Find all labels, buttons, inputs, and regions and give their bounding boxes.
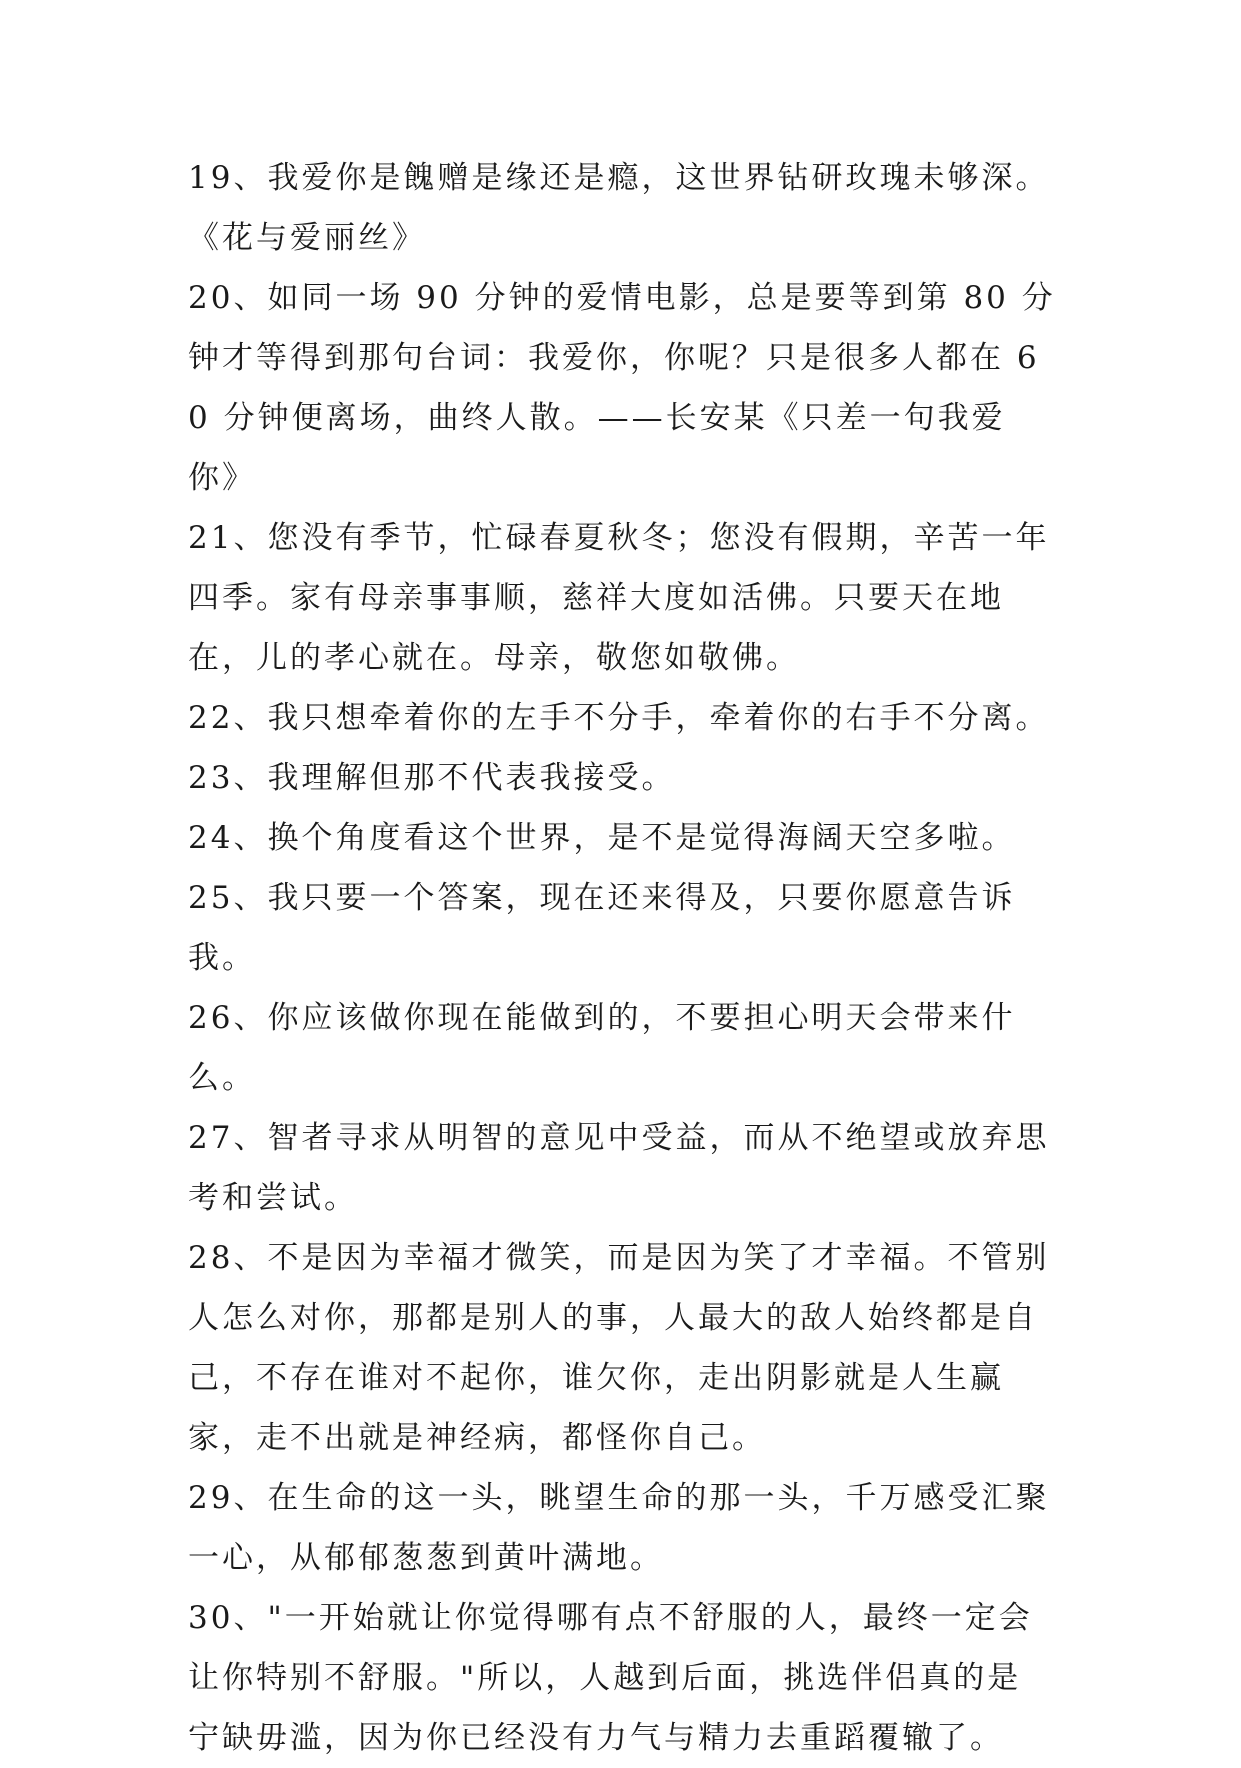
- quote-paragraph-29: 29、在生命的这一头，眺望生命的那一头，千万感受汇聚一心，从郁郁葱葱到黄叶满地。: [188, 1480, 1050, 1576]
- quote-paragraph-25: 25、我只要一个答案，现在还来得及，只要你愿意告诉我。: [188, 880, 1016, 976]
- quote-paragraph-21: 21、您没有季节，忙碌春夏秋冬；您没有假期，辛苦一年四季。家有母亲事事顺，慈祥大度如活佛。只要天在地在，儿的孝心就在。母亲，敬您如敬佛。: [188, 520, 1050, 676]
- quote-paragraph-27: 27、智者寻求从明智的意见中受益，而从不绝望或放弃思考和尝试。: [188, 1120, 1050, 1216]
- quote-paragraph-24: 24、换个角度看这个世界，是不是觉得海阔天空多啦。: [188, 820, 1016, 856]
- quote-paragraph-30: 30、"一开始就让你觉得哪有点不舒服的人，最终一定会让你特别不舒服。"所以，人越到后面，挑选伴侣真的是 宁缺毋滥，因为你已经没有力气与精力去重蹈覆辙了。: [188, 1600, 1033, 1756]
- quote-paragraph-20: 20、如同一场 90 分钟的爱情电影，总是要等到第 80 分钟才等得到那句台词：我爱你，你呢？只是很多人都在 60 分钟便离场，曲终人散。——长安某《只差一句我爱你》: [188, 280, 1056, 496]
- quote-paragraph-19: 19、我爱你是餽赠是缘还是瘾，这世界钻研玫瑰未够深。《花与爱丽丝》: [188, 160, 1050, 256]
- document-body: [188, 148, 1058, 1768]
- quote-paragraph-22: 22、我只想牵着你的左手不分手，牵着你的右手不分离。: [188, 700, 1050, 736]
- quote-paragraph-26: 26、你应该做你现在能做到的，不要担心明天会带来什么。: [188, 1000, 1016, 1096]
- quote-paragraph-28: 28、不是因为幸福才微笑，而是因为笑了才幸福。不管别人怎么对你，那都是别人的事，人最大的敌人始终都是自己，不存在谁对不起你，谁欠你，走出阴影就是人生赢家，走不出就是神经病，都怪你自己。: [188, 1240, 1050, 1456]
- quote-paragraph-23: 23、我理解但那不代表我接受。: [188, 760, 676, 796]
